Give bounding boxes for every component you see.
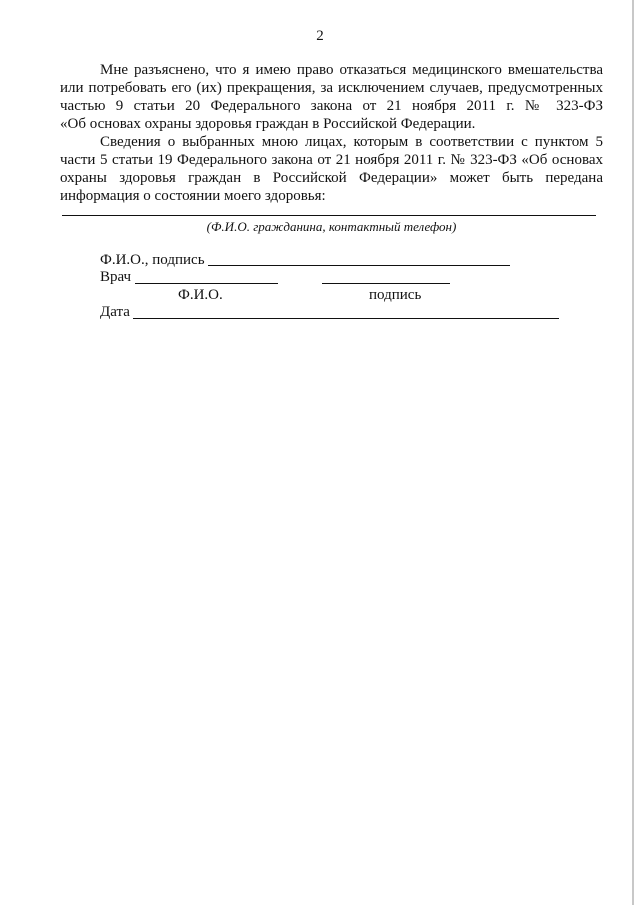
date-label: Дата xyxy=(100,304,130,320)
consent-line-3: частью 9 статьи 20 Федерального закона от 21 ноября 2011 г. № 323-ФЗ xyxy=(60,98,603,114)
fio-signature-line[interactable] xyxy=(208,265,510,266)
fio-signature-label: Ф.И.О., подпись xyxy=(100,252,205,268)
trusted-persons-paragraph xyxy=(60,133,603,205)
doctor-fio-line[interactable] xyxy=(135,283,278,284)
doctor-signature-line[interactable] xyxy=(322,283,450,284)
citizen-info-line[interactable] xyxy=(62,215,596,216)
trusted-line-2: части 5 статьи 19 Федерального закона от 21 ноября 2011 г. № 323-ФЗ «Об основах xyxy=(60,152,603,168)
trusted-line-4: информация о состоянии моего здоровья: xyxy=(60,188,326,204)
consent-line-4: «Об основах охраны здоровья граждан в Российской Федерации. xyxy=(60,116,476,132)
trusted-line-1: Сведения о выбранных мною лицах, которым в соответствии с пунктом 5 xyxy=(100,134,603,150)
citizen-info-caption: (Ф.И.О. гражданина, контактный телефон) xyxy=(206,219,457,234)
doctor-signature-caption: подпись xyxy=(369,287,422,303)
trusted-line-3: охраны здоровья граждан в Российской Федерации» может быть передана xyxy=(60,170,603,186)
page-number: 2 xyxy=(316,28,324,44)
page-edge-shadow xyxy=(632,0,634,905)
doctor-fio-caption: Ф.И.О. xyxy=(178,287,223,303)
consent-line-2: или потребовать его (их) прекращения, за исключением случаев, предусмотренных xyxy=(60,80,603,96)
doctor-label: Врач xyxy=(100,269,132,285)
date-line[interactable] xyxy=(133,318,559,319)
consent-line-1: Мне разъяснено, что я имею право отказаться медицинского вмешательства xyxy=(100,62,603,78)
consent-paragraph xyxy=(60,61,603,133)
